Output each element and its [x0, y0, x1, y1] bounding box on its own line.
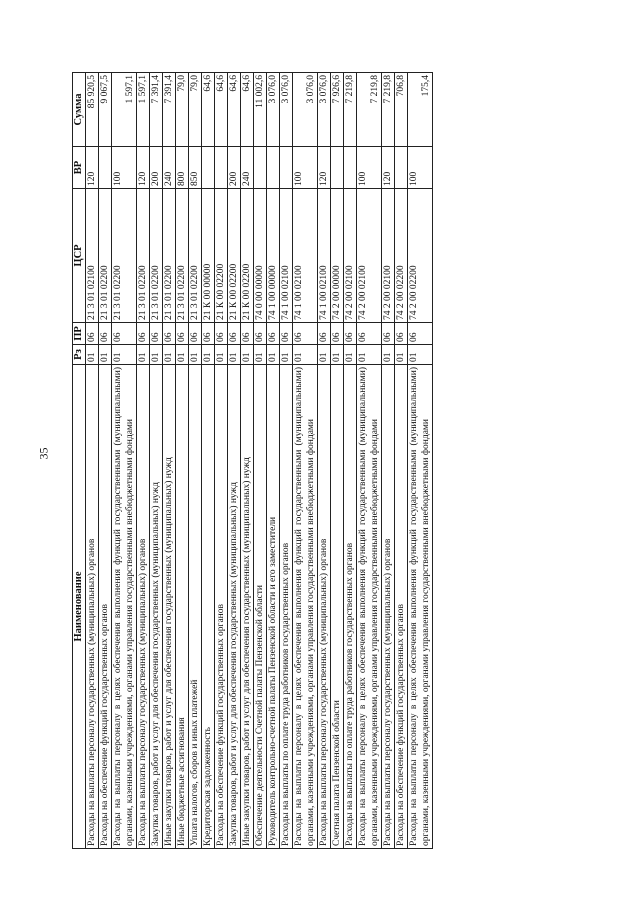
- header-rz: Рз: [73, 345, 86, 365]
- header-vr: ВР: [73, 147, 86, 189]
- cell-csr: 74 1 00 02100: [318, 189, 331, 323]
- cell-sum: 64,6: [241, 73, 254, 147]
- cell-name: Расходы на выплаты персоналу в целях обеспечения выполнения функций государственными (муниципальными) органами, казенными учреждениями, органами управления государственными внебюджетными фондами: [408, 365, 433, 849]
- cell-name: Расходы на обеспечение функций государственных органов: [99, 365, 112, 849]
- cell-vr: 120: [86, 147, 99, 189]
- cell-pr: 06: [344, 323, 357, 345]
- table-row: [395, 73, 408, 849]
- cell-rz: 01: [150, 345, 163, 365]
- cell-csr: 21 3 01 02100: [86, 189, 99, 323]
- cell-csr: 74 1 00 02100: [280, 189, 293, 323]
- cell-csr: 74 1 00 00000: [267, 189, 280, 323]
- cell-vr: 200: [228, 147, 241, 189]
- cell-vr: 120: [382, 147, 395, 189]
- cell-name: Иные бюджетные ассигнования: [176, 365, 189, 849]
- cell-pr: 06: [202, 323, 215, 345]
- cell-sum: 706,8: [395, 73, 408, 147]
- cell-vr: 100: [357, 147, 382, 189]
- cell-vr: 850: [189, 147, 202, 189]
- table-row: [112, 73, 137, 849]
- cell-rz: 01: [293, 345, 318, 365]
- cell-sum: 64,6: [215, 73, 228, 147]
- cell-csr: 21 3 01 02200: [163, 189, 176, 323]
- cell-csr: 74 2 00 00000: [331, 189, 344, 323]
- cell-name: Счетная палата Пензенской области: [331, 365, 344, 849]
- cell-sum: 79,0: [176, 73, 189, 147]
- cell-name: Закупка товаров, работ и услуг для обеспечения государственных (муниципальных) нужд: [150, 365, 163, 849]
- cell-csr: 74 0 00 00000: [254, 189, 267, 323]
- cell-rz: 01: [99, 345, 112, 365]
- cell-rz: 01: [357, 345, 382, 365]
- cell-sum: 11 002,6: [254, 73, 267, 147]
- cell-pr: 06: [293, 323, 318, 345]
- table-row: [215, 73, 228, 849]
- table-row: [176, 73, 189, 849]
- cell-pr: 06: [382, 323, 395, 345]
- table-row: [318, 73, 331, 849]
- cell-rz: 01: [137, 345, 150, 365]
- cell-pr: 06: [215, 323, 228, 345]
- cell-vr: 240: [241, 147, 254, 189]
- cell-vr: [331, 147, 344, 189]
- cell-vr: [344, 147, 357, 189]
- cell-name: Расходы на обеспечение функций государственных органов: [395, 365, 408, 849]
- header-pr: ПР: [73, 323, 86, 345]
- cell-sum: 3 076,0: [280, 73, 293, 147]
- cell-pr: 06: [99, 323, 112, 345]
- table-row: [344, 73, 357, 849]
- cell-csr: 74 2 00 02100: [357, 189, 382, 323]
- table-row: [241, 73, 254, 849]
- table-body: [86, 73, 433, 849]
- table-row: [99, 73, 112, 849]
- cell-sum: 1 597,1: [112, 73, 137, 147]
- table-row: [228, 73, 241, 849]
- cell-csr: 74 1 00 02100: [293, 189, 318, 323]
- cell-name: Закупка товаров, работ и услуг для обеспечения государственных (муниципальных) нужд: [228, 365, 241, 849]
- cell-csr: 21 3 01 02200: [189, 189, 202, 323]
- cell-vr: [395, 147, 408, 189]
- header-csr: ЦСР: [73, 189, 86, 323]
- cell-csr: 21 3 01 02200: [112, 189, 137, 323]
- cell-rz: 01: [176, 345, 189, 365]
- cell-rz: 01: [408, 345, 433, 365]
- cell-csr: 74 2 00 02100: [344, 189, 357, 323]
- cell-vr: 240: [163, 147, 176, 189]
- cell-name: Иные закупки товаров, работ и услуг для обеспечения государственных (муниципальных) нужд: [241, 365, 254, 849]
- cell-csr: 21 К 00 02200: [241, 189, 254, 323]
- cell-rz: 01: [331, 345, 344, 365]
- cell-pr: 06: [176, 323, 189, 345]
- cell-rz: 01: [254, 345, 267, 365]
- cell-pr: 06: [137, 323, 150, 345]
- cell-csr: 74 2 00 02100: [382, 189, 395, 323]
- cell-rz: 01: [86, 345, 99, 365]
- cell-sum: 3 076,0: [318, 73, 331, 147]
- cell-name: Расходы на выплаты персоналу в целях обеспечения выполнения функций государственными (муниципальными) органами, казенными учреждениями, органами управления государственными внебюджетными фондами: [293, 365, 318, 849]
- table-row: [280, 73, 293, 849]
- cell-vr: [99, 147, 112, 189]
- table-row: [202, 73, 215, 849]
- cell-sum: 7 219,8: [344, 73, 357, 147]
- cell-pr: 06: [331, 323, 344, 345]
- cell-rz: 01: [267, 345, 280, 365]
- cell-sum: 85 920,5: [86, 73, 99, 147]
- cell-vr: [215, 147, 228, 189]
- cell-sum: 7 219,8: [382, 73, 395, 147]
- cell-rz: 01: [395, 345, 408, 365]
- table-row: [267, 73, 280, 849]
- header-sum: Сумма: [73, 73, 86, 147]
- cell-vr: 120: [318, 147, 331, 189]
- cell-vr: 100: [293, 147, 318, 189]
- cell-name: Расходы на выплаты по оплате труда работников государственных органов: [344, 365, 357, 849]
- cell-rz: 01: [163, 345, 176, 365]
- cell-rz: 01: [318, 345, 331, 365]
- cell-vr: 100: [112, 147, 137, 189]
- cell-pr: 06: [408, 323, 433, 345]
- cell-pr: 06: [112, 323, 137, 345]
- cell-name: Расходы на выплаты персоналу государственных (муниципальных) органов: [382, 365, 395, 849]
- table-row: [382, 73, 395, 849]
- cell-name: Расходы на выплаты персоналу в целях обеспечения выполнения функций государственными (муниципальными) органами, казенными учреждениями, органами управления государственными внебюджетными фондами: [357, 365, 382, 849]
- cell-sum: 64,6: [228, 73, 241, 147]
- cell-csr: 21 3 01 02200: [99, 189, 112, 323]
- cell-rz: 01: [382, 345, 395, 365]
- cell-csr: 21 К 00 02200: [228, 189, 241, 323]
- cell-csr: 21 3 01 02200: [137, 189, 150, 323]
- cell-pr: 06: [357, 323, 382, 345]
- cell-sum: 79,0: [189, 73, 202, 147]
- cell-csr: 21 К 00 02200: [215, 189, 228, 323]
- table-row: [331, 73, 344, 849]
- cell-rz: 01: [189, 345, 202, 365]
- cell-name: Расходы на выплаты персоналу государственных (муниципальных) органов: [86, 365, 99, 849]
- cell-name: Расходы на выплаты по оплате труда работников государственных органов: [280, 365, 293, 849]
- cell-name: Иные закупки товаров, работ и услуг для обеспечения государственных (муниципальных) нужд: [163, 365, 176, 849]
- table-row: [254, 73, 267, 849]
- cell-sum: 175,4: [408, 73, 433, 147]
- cell-pr: 06: [163, 323, 176, 345]
- table-row: [408, 73, 433, 849]
- cell-sum: 1 597,1: [137, 73, 150, 147]
- cell-sum: 64,6: [202, 73, 215, 147]
- header-name: Наименование: [73, 365, 86, 849]
- cell-sum: 7 219,8: [357, 73, 382, 147]
- budget-table: [72, 72, 433, 849]
- rotated-table-container: [72, 73, 433, 849]
- cell-name: Расходы на обеспечение функций государственных органов: [215, 365, 228, 849]
- cell-pr: 06: [267, 323, 280, 345]
- cell-vr: 200: [150, 147, 163, 189]
- cell-vr: 800: [176, 147, 189, 189]
- table-row: [189, 73, 202, 849]
- cell-pr: 06: [318, 323, 331, 345]
- cell-sum: 7 926,6: [331, 73, 344, 147]
- cell-sum: 3 076,0: [293, 73, 318, 147]
- cell-csr: 21 3 01 02200: [150, 189, 163, 323]
- table-row: [150, 73, 163, 849]
- cell-name: Кредиторская задолженность: [202, 365, 215, 849]
- table-row: [357, 73, 382, 849]
- cell-rz: 01: [228, 345, 241, 365]
- cell-name: Расходы на выплаты персоналу в целях обеспечения выполнения функций государственными (муниципальными) органами, казенными учреждениями, органами управления государственными внебюджетными фондами: [112, 365, 137, 849]
- cell-rz: 01: [241, 345, 254, 365]
- cell-rz: 01: [215, 345, 228, 365]
- cell-vr: [202, 147, 215, 189]
- table-row: [293, 73, 318, 849]
- cell-name: Руководитель контрольно-счетной палаты Пензенской области и его заместители: [267, 365, 280, 849]
- table-row: [163, 73, 176, 849]
- cell-csr: 21 К 00 00000: [202, 189, 215, 323]
- cell-csr: 74 2 00 02200: [395, 189, 408, 323]
- cell-vr: [280, 147, 293, 189]
- table-header-row: [73, 73, 86, 849]
- cell-sum: 3 076,0: [267, 73, 280, 147]
- cell-name: Обеспечение деятельности Счетной палаты Пензенской области: [254, 365, 267, 849]
- cell-name: Уплата налогов, сборов и иных платежей: [189, 365, 202, 849]
- table-row: [137, 73, 150, 849]
- cell-vr: 100: [408, 147, 433, 189]
- cell-pr: 06: [189, 323, 202, 345]
- cell-pr: 06: [395, 323, 408, 345]
- cell-pr: 06: [86, 323, 99, 345]
- cell-csr: 74 2 00 02200: [408, 189, 433, 323]
- cell-vr: 120: [137, 147, 150, 189]
- cell-vr: [254, 147, 267, 189]
- cell-pr: 06: [254, 323, 267, 345]
- table-row: [86, 73, 99, 849]
- cell-rz: 01: [344, 345, 357, 365]
- cell-pr: 06: [150, 323, 163, 345]
- cell-pr: 06: [228, 323, 241, 345]
- cell-rz: 01: [112, 345, 137, 365]
- cell-sum: 7 391,4: [163, 73, 176, 147]
- page-number: 35: [36, 447, 51, 460]
- cell-vr: [267, 147, 280, 189]
- cell-csr: 21 3 01 02200: [176, 189, 189, 323]
- cell-rz: 01: [202, 345, 215, 365]
- cell-sum: 9 067,5: [99, 73, 112, 147]
- cell-pr: 06: [241, 323, 254, 345]
- cell-sum: 7 391,4: [150, 73, 163, 147]
- cell-name: Расходы на выплаты персоналу государственных (муниципальных) органов: [318, 365, 331, 849]
- cell-rz: 01: [280, 345, 293, 365]
- cell-pr: 06: [280, 323, 293, 345]
- cell-name: Расходы на выплаты персоналу государственных (муниципальных) органов: [137, 365, 150, 849]
